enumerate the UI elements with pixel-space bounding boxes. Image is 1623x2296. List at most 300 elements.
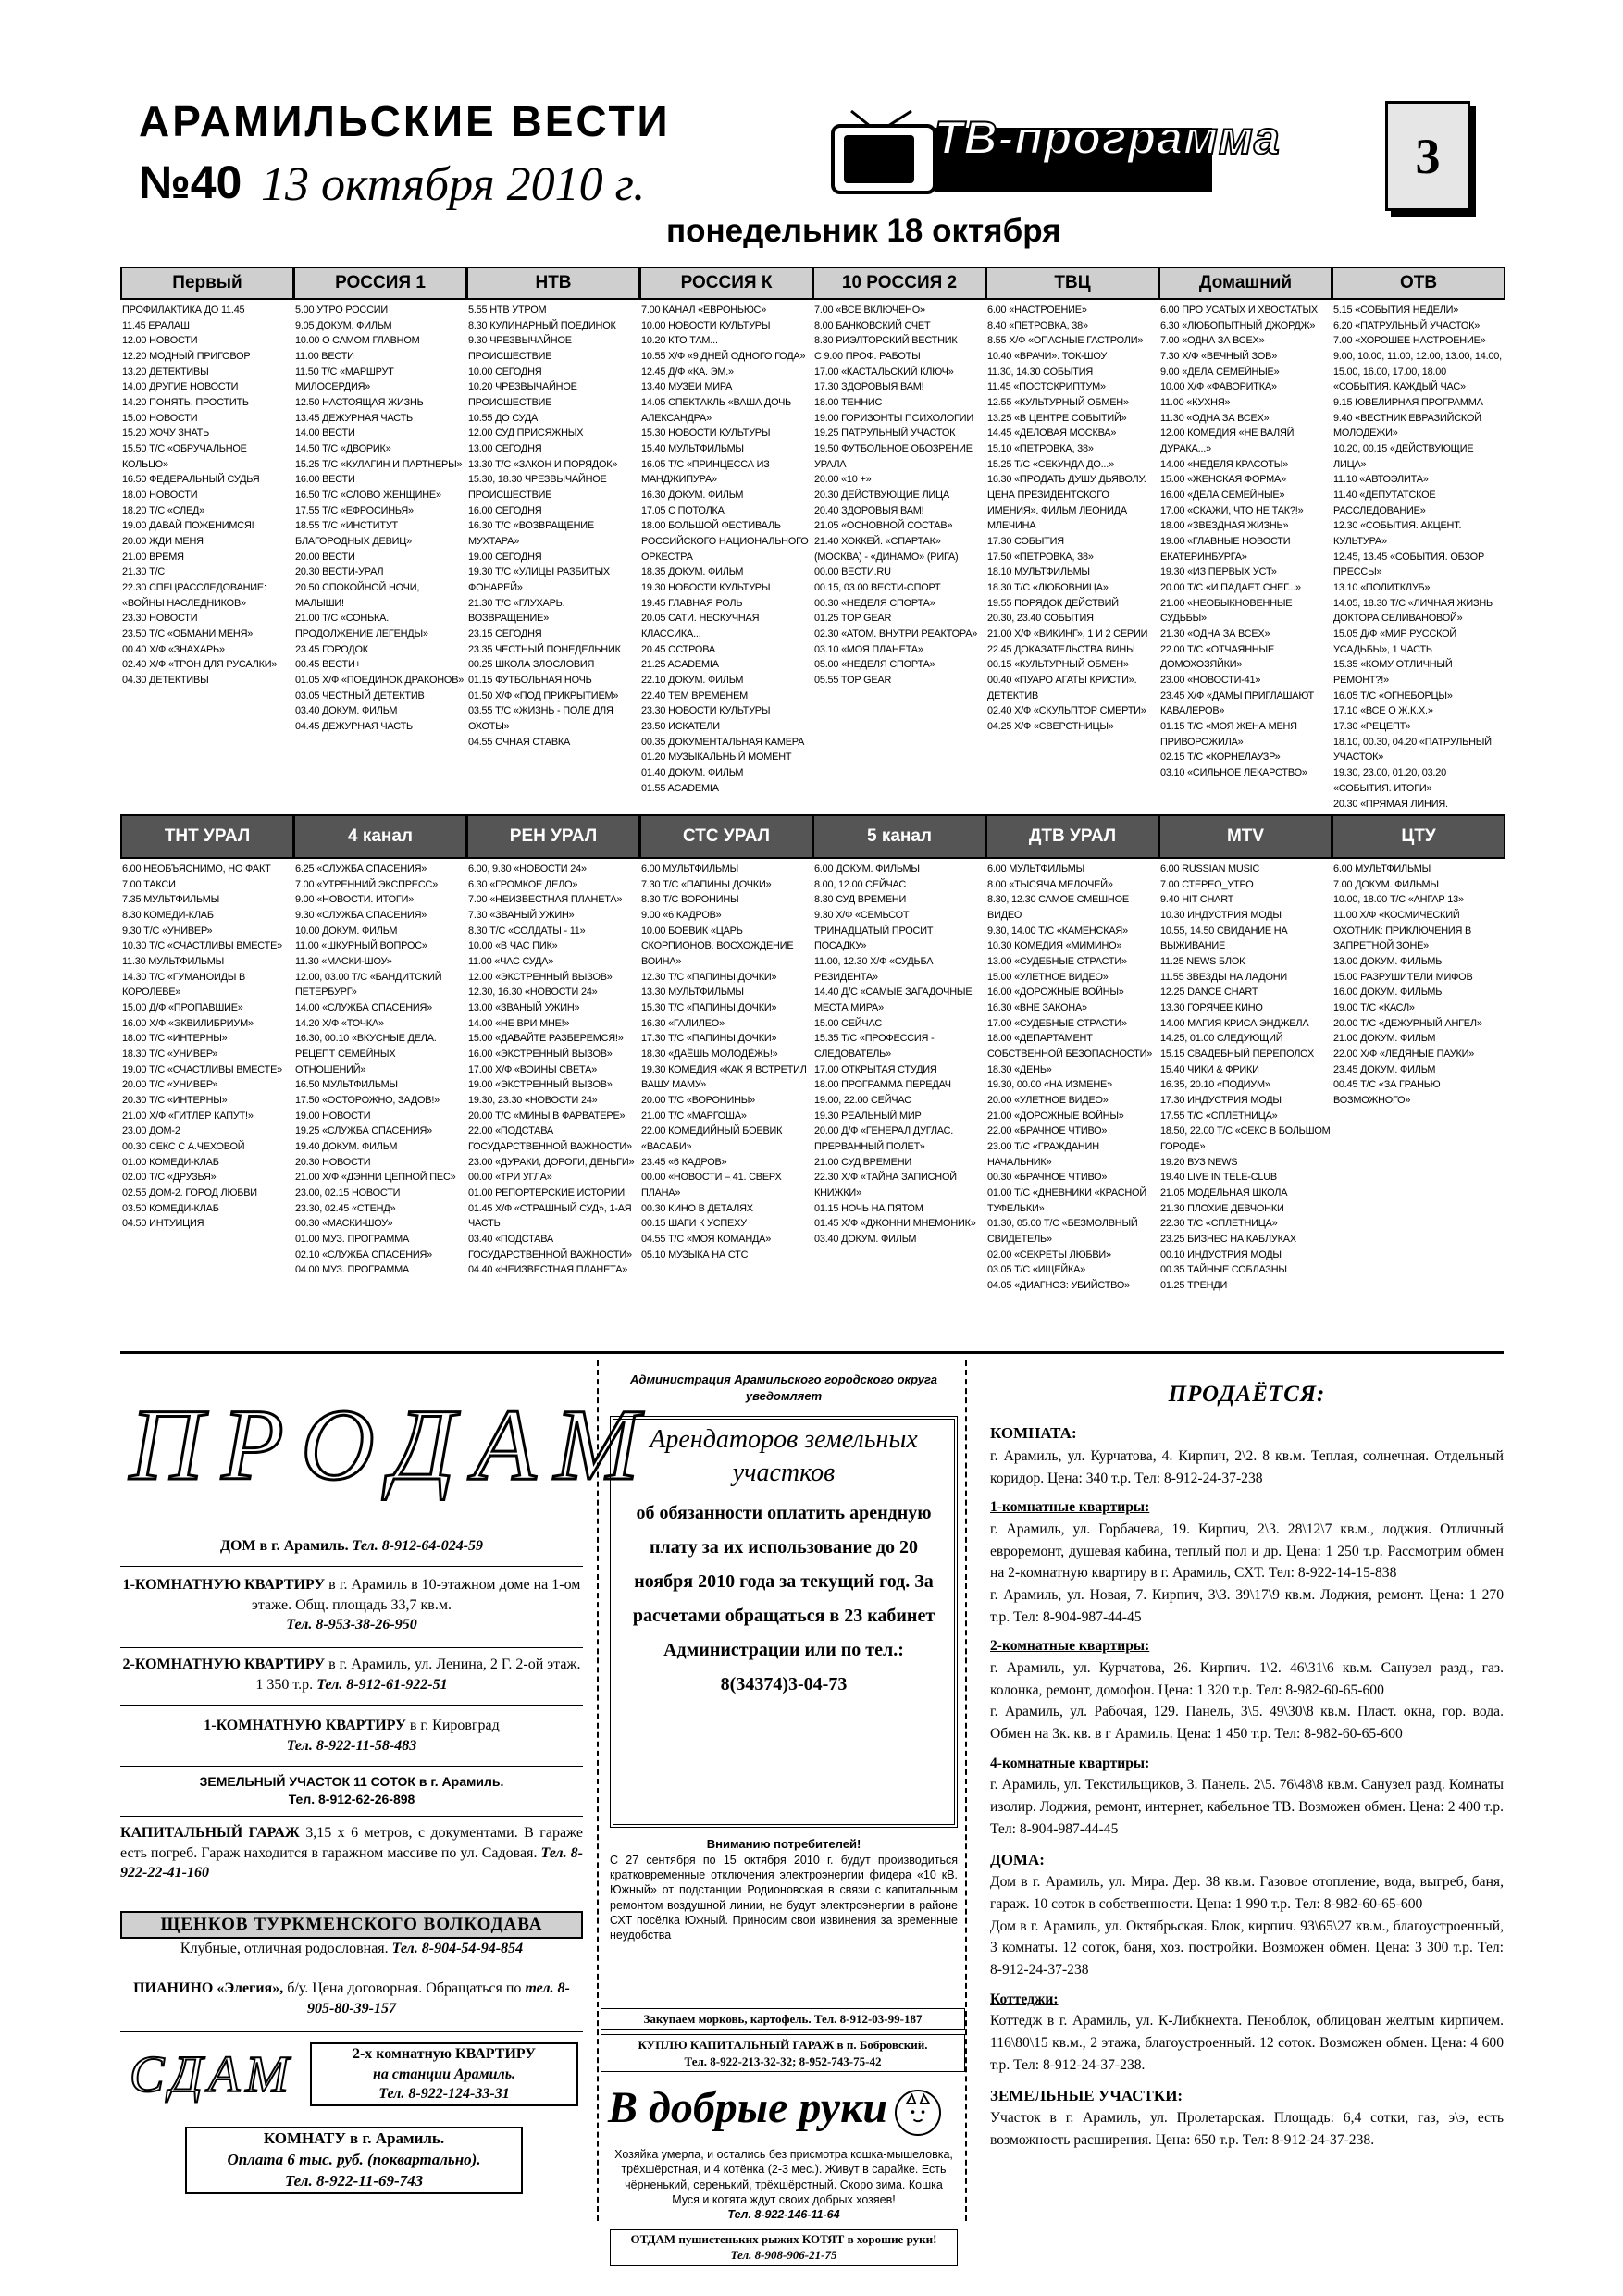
- schedule-item: 14.40 Д/С «САМЫЕ ЗАГАДОЧНЫЕ МЕСТА МИРА»: [814, 987, 973, 1014]
- schedule-item: 20.30 ВЕСТИ-УРАЛ: [295, 566, 384, 578]
- schedule-item: 9.30 Х/Ф «СЕМЬСОТ ТРИНАДЦАТЫЙ ПРОСИТ ПОСАДКУ»: [814, 910, 934, 952]
- channel-logo: MTV: [1158, 814, 1332, 859]
- schedule-item: 03.50 КОМЕДИ-КЛАБ: [122, 1202, 219, 1214]
- schedule-item: 23.00 ДОМ-2: [122, 1125, 180, 1137]
- ad-flat-2: [120, 1655, 583, 1694]
- schedule-item: 15.50 Т/С «ОБРУЧАЛЬНОЕ КОЛЬЦО»: [122, 443, 247, 470]
- schedule-item: 01.25 ТРЕНДИ: [1160, 1280, 1228, 1292]
- schedule-item: 11.00 «КУХНЯ»: [1160, 397, 1231, 409]
- schedule-item: 9.15 ЮВЕЛИРНАЯ ПРОГРАММА: [1333, 397, 1483, 409]
- channel-schedule: [466, 859, 640, 1278]
- day-title: понедельник 18 октября: [666, 213, 1061, 249]
- schedule-item: 18.00 БОЛЬШОЙ ФЕСТИВАЛЬ РОССИЙСКОГО НАЦИОНАЛЬНОГО ОРКЕСТРА: [641, 520, 809, 563]
- schedule-item: 01.15 ФУТБОЛЬНАЯ НОЧЬ: [468, 675, 592, 687]
- one-room-listing-1: г. Арамиль, ул. Горбачева, 19. Кирпич, 2\3. 28\12\7 кв.м., лоджия. Отличный евроремонт, душевая кабина, теплый пол и др. Цена: 1 250 т.р. Рассмотрим обмен на 2-комнатную квартиру в г. Арамиль, СХТ. Тел: 8-922-14-15-838: [990, 1520, 1504, 1582]
- channel-schedule: [120, 859, 294, 1232]
- ad-rent-room-text: Оплата 6 тыс. руб. (поквартально).: [227, 2150, 481, 2168]
- schedule-item: 03.10 «МОЯ ПЛАНЕТА»: [814, 643, 923, 655]
- schedule-item: 17.00 Х/Ф «ВОИНЫ СВЕТА»: [468, 1063, 598, 1075]
- ad-house-phone: Тел. 8-912-64-024-59: [352, 1538, 484, 1554]
- schedule-item: 20.00 ВЕСТИ: [295, 551, 355, 563]
- schedule-item: 7.00 СТЕРЕО_УТРО: [1160, 878, 1254, 890]
- schedule-item: 04.55 Т/С «МОЯ КОМАНДА»: [641, 1234, 772, 1246]
- schedule-item: 10.30 КОМЕДИЯ «МИМИНО»: [987, 940, 1122, 952]
- notice-column: [597, 1360, 967, 2263]
- schedule-item: 01.50 Х/Ф «ПОД ПРИКРЫТИЕМ»: [468, 689, 619, 701]
- schedule-item: 14.00 «НЕДЕЛЯ КРАСОТЫ»: [1160, 458, 1289, 470]
- channel-column: [812, 267, 986, 809]
- schedule-item: 7.00 ТАКСИ: [122, 878, 176, 890]
- channel-logo: Домашний: [1158, 267, 1332, 300]
- schedule-item: 00.10 ИНДУСТРИЯ МОДЫ: [1160, 1248, 1282, 1260]
- ad-kittens-text: ОТДАМ пушистеньких рыжих КОТЯТ в хорошие руки!: [630, 2232, 937, 2247]
- schedule-item: 13.25 «В ЦЕНТРЕ СОБЫТИЙ»: [987, 412, 1127, 424]
- schedule-item: 5.55 НТВ УТРОМ: [468, 304, 547, 316]
- channel-schedule: [120, 300, 294, 689]
- schedule-item: 6.00 ПРО УСАТЫХ И ХВОСТАТЫХ: [1160, 304, 1318, 316]
- channel-schedule: [293, 300, 467, 735]
- schedule-item: 16.30 «ПРОДАТЬ ДУШУ ДЬЯВОЛУ. ЦЕНА ПРЕЗИДЕНТСКОГО ИМЕНИЯ». ФИЛЬМ ЛЕОНИДА МЛЕЧИНА: [987, 474, 1146, 532]
- schedule-item: 01.00 МУЗ. ПРОГРАММА: [295, 1234, 410, 1246]
- schedule-item: 8.30 КОМЕДИ-КЛАБ: [122, 910, 214, 922]
- schedule-item: 9.30 ЧРЕЗВЫЧАЙНОЕ ПРОИСШЕСТВИЕ: [468, 335, 572, 363]
- schedule-item: 10.20 КТО ТАМ...: [641, 335, 718, 347]
- schedule-item: 20.00 Т/С «И ПАДАЕТ СНЕГ...»: [1160, 582, 1301, 594]
- ad-rent-room-phone: Тел. 8-922-11-69-743: [284, 2171, 424, 2190]
- schedule-item: 19.20 ВУЗ NEWS: [1160, 1156, 1238, 1168]
- schedule-item: 21.00 Х/Ф «ГИТЛЕР КАПУТ!»: [122, 1110, 254, 1122]
- rooms-listing: г. Арамиль, ул. Курчатова, 4. Кирпич, 2\2. 8 кв.м. Теплая, солнечная. Отдельный коридор. Цена: 340 т.р. Тел: 8-912-24-37-238: [990, 1447, 1504, 1486]
- schedule-item: 9.30, 14.00 Т/С «КАМЕНСКАЯ»: [987, 925, 1128, 937]
- schedule-item: 22.00 КОМЕДИЙНЫЙ БОЕВИК «ВАСАБИ»: [641, 1125, 783, 1153]
- house-listing-1: Дом в г. Арамиль, ул. Мира. Дер. 38 кв.м. Газовое отопление, вода, выгреб, баня, гараж. 10 соток в собственности. Цена: 1 990 т.р. Тел: 8-982-60-65-600: [990, 1874, 1504, 1913]
- schedule-item: 10.55 ДО СУДА: [468, 412, 539, 424]
- sdam-heading: СДАМ: [130, 2046, 294, 2104]
- schedule-item: 16.05 Т/С «ОГНЕБОРЦЫ»: [1333, 689, 1453, 701]
- schedule-item: 9.30 Т/С «УНИВЕР»: [122, 925, 213, 937]
- schedule-item: 12.00 «ЭКСТРЕННЫЙ ВЫЗОВ»: [468, 971, 613, 983]
- schedule-item: 6.30 «ГРОМКОЕ ДЕЛО»: [468, 878, 578, 890]
- schedule-item: 18.00 «ДЕПАРТАМЕНТ СОБСТВЕННОЙ БЕЗОПАСНОСТИ»: [987, 1033, 1153, 1061]
- schedule-item: 05.55 TOP GEAR: [814, 675, 892, 687]
- schedule-item: 02.40 Х/Ф «ТРОН ДЛЯ РУСАЛКИ»: [122, 659, 278, 671]
- schedule-item: 17.30 Т/С «ПАПИНЫ ДОЧКИ»: [641, 1033, 777, 1045]
- schedule-item: 20.00 ЖДИ МЕНЯ: [122, 536, 204, 548]
- schedule-item: 18.10 МУЛЬТФИЛЬМЫ: [987, 566, 1090, 578]
- ad-piano: [120, 1979, 583, 2018]
- schedule-item: 01.30, 05.00 Т/С «БЕЗМОЛВНЫЙ СВИДЕТЕЛЬ»: [987, 1218, 1138, 1246]
- ad-flat-2-title: 2-КОМНАТНУЮ КВАРТИРУ: [122, 1657, 326, 1672]
- schedule-item: 8.30 РИЭЛТОРСКИЙ ВЕСТНИК: [814, 335, 958, 347]
- schedule-item: 04.40 «НЕИЗВЕСТНАЯ ПЛАНЕТА»: [468, 1264, 628, 1276]
- schedule-item: 11.00 «ШКУРНЫЙ ВОПРОС»: [295, 940, 427, 952]
- schedule-item: 17.00 ОТКРЫТАЯ СТУДИЯ: [814, 1063, 937, 1075]
- schedule-item: 16.00 Х/Ф «ЭКВИЛИБРИУМ»: [122, 1017, 254, 1029]
- schedule-item: 19.00 Т/С «КАСЛ»: [1333, 1002, 1415, 1014]
- divider: [120, 1566, 583, 1567]
- schedule-item: 04.25 Х/Ф «СВЕРСТНИЦЫ»: [987, 721, 1114, 733]
- schedule-item: 12.50 НАСТОЯЩАЯ ЖИЗНЬ: [295, 397, 424, 409]
- schedule-item: 23.25 БИЗНЕС НА КАБЛУКАХ: [1160, 1234, 1296, 1246]
- schedule-item: 10.00 НОВОСТИ КУЛЬТУРЫ: [641, 319, 771, 331]
- schedule-item: 03.05 Т/С «ИЩЕЙКА»: [987, 1264, 1086, 1276]
- schedule-item: 03.10 «СИЛЬНОЕ ЛЕКАРСТВО»: [1160, 767, 1307, 779]
- schedule-item: 20.30 НОВОСТИ: [295, 1156, 371, 1168]
- ad-carrots: Закупаем морковь, картофель. Тел. 8-912-03-99-187: [601, 2008, 965, 2030]
- schedule-item: 10.20, 00.15 «ДЕЙСТВУЮЩИЕ ЛИЦА»: [1333, 443, 1474, 470]
- ad-piano-title: ПИАНИНО «Элегия»,: [133, 1980, 284, 1996]
- schedule-item: 21.30 Т/С: [122, 566, 166, 578]
- schedule-item: 12.30 «СОБЫТИЯ. АКЦЕНТ. КУЛЬТУРА»: [1333, 520, 1462, 548]
- schedule-item: 9.00 «НОВОСТИ. ИТОГИ»: [295, 894, 415, 906]
- channel-logo: ТВЦ: [985, 267, 1159, 300]
- schedule-item: 6.00 «НАСТРОЕНИЕ»: [987, 304, 1087, 316]
- admin-notice-header: Администрация Арамильского городского округа уведомляет: [630, 1372, 937, 1403]
- schedule-item: 8.55 Х/Ф «ОПАСНЫЕ ГАСТРОЛИ»: [987, 335, 1144, 347]
- schedule-item: 8.30 КУЛИНАРНЫЙ ПОЕДИНОК: [468, 319, 616, 331]
- schedule-item: 22.30 Т/С «СПЛЕТНИЦА»: [1160, 1218, 1278, 1230]
- schedule-item: 14.25, 01.00 СЛЕДУЮЩИЙ: [1160, 1033, 1283, 1045]
- schedule-item: 20.50 СПОКОЙНОЙ НОЧИ, МАЛЫШИ!: [295, 582, 420, 609]
- prodam-heading: ПРОДАМ: [130, 1388, 658, 1501]
- classifieds-column: [120, 1360, 658, 2212]
- schedule-item: 01.45 Х/Ф «СТРАШНЫЙ СУД», 1-АЯ ЧАСТЬ: [468, 1202, 632, 1230]
- schedule-item: 02.00 Т/С «ДРУЗЬЯ»: [122, 1172, 217, 1184]
- ad-land: [120, 1773, 583, 1808]
- schedule-item: 01.15 НОЧЬ НА ПЯТОМ: [814, 1202, 923, 1214]
- schedule-item: 19.00 Т/С «СЧАСТЛИВЫ ВМЕСТЕ»: [122, 1063, 282, 1075]
- schedule-item: 13.30 Т/С «ЗАКОН И ПОРЯДОК»: [468, 458, 618, 470]
- schedule-item: 5.15 «СОБЫТИЯ НЕДЕЛИ»: [1333, 304, 1459, 316]
- schedule-item: 6.00 МУЛЬТФИЛЬМЫ: [1333, 863, 1431, 875]
- schedule-item: 00.30 «МАСКИ-ШОУ»: [295, 1218, 393, 1230]
- schedule-item: 23.45 ДОКУМ. ФИЛЬМ: [1333, 1063, 1436, 1075]
- schedule-item: 15.25 Т/С «СЕКУНДА ДО...»: [987, 458, 1114, 470]
- ad-garage-phone: Тел. 8-922-22-41-160: [120, 1844, 584, 1881]
- schedule-item: 19.00 ДАВАЙ ПОЖЕНИМСЯ!: [122, 520, 254, 532]
- schedule-item: 16.00 «ЭКСТРЕННЫЙ ВЫЗОВ»: [468, 1049, 613, 1061]
- houses-title: ДОМА:: [990, 1850, 1045, 1868]
- channel-logo: 4 канал: [293, 814, 467, 859]
- schedule-item: 7.30 Т/С «ПАПИНЫ ДОЧКИ»: [641, 878, 772, 890]
- schedule-item: 19.30 РЕАЛЬНЫЙ МИР: [814, 1110, 922, 1122]
- schedule-item: 12.25 DANCE CHART: [1160, 987, 1258, 999]
- schedule-item: 16.05 Т/С «ПРИНЦЕССА ИЗ МАНДЖИПУРА»: [641, 458, 770, 486]
- schedule-item: 00.35 ТАЙНЫЕ СОБЛАЗНЫ: [1160, 1264, 1287, 1276]
- schedule-item: 16.00 СЕГОДНЯ: [468, 504, 542, 516]
- schedule-item: 19.00 «ЭКСТРЕННЫЙ ВЫЗОВ»: [468, 1079, 613, 1091]
- schedule-item: 17.00 «СКАЖИ, ЧТО НЕ ТАК?!»: [1160, 504, 1304, 516]
- schedule-item: 04.55 ОЧНАЯ СТАВКА: [468, 736, 571, 748]
- channel-schedule: [466, 300, 640, 750]
- channel-column: [985, 814, 1159, 1345]
- channel-logo: 10 РОССИЯ 2: [812, 267, 986, 300]
- rooms-title: КОМНАТА:: [990, 1424, 1077, 1442]
- schedule-item: 14.00 «НЕ ВРИ МНЕ!»: [468, 1017, 570, 1029]
- schedule-item: 17.30 СОБЫТИЯ: [987, 536, 1064, 548]
- schedule-item: 12.00 КОМЕДИЯ «НЕ ВАЛЯЙ ДУРАКА...»: [1160, 428, 1295, 455]
- schedule-item: 20.30, 23.40 СОБЫТИЯ: [987, 613, 1094, 625]
- schedule-item: 8.30 Т/С «СОЛДАТЫ - 11»: [468, 925, 586, 937]
- house-listing-2: Дом в г. Арамиль, ул. Октябрьская. Блок, кирпич. 93\65\27 кв.м., благоустроенный, 3 комнаты. 12 соток, баня, хоз. постройки. Возможен обмен. Цена: 3 300 т.р. Тел: 8-912-24-37-238: [990, 1917, 1504, 1979]
- pets-ad-text: Хозяйка умерла, и остались без присмотра кошка-мышеловка, трёхшёрстная, и 4 котёнка (2-3 мес.). Живут в сарайке. Есть чёрненький, серенький, трёхшёрстный. Скоро зима. Кошка Муся и котята ждут своих добрых хозяев!: [614, 2148, 953, 2206]
- schedule-item: 18.55 Т/С «ИНСТИТУТ БЛАГОРОДНЫХ ДЕВИЦ»: [295, 520, 412, 548]
- schedule-item: 19.30 НОВОСТИ КУЛЬТУРЫ: [641, 582, 771, 594]
- schedule-item: 16.30 «ГАЛИЛЕО»: [641, 1017, 725, 1029]
- consumer-notice-text: С 27 сентября по 15 октября 2010 г. будут производиться кратковременные отключения электроэнергии фидера «10 кВ. Южный» от подстанции Родионовская в связи с капитальным ремонтом воздушной линии, не будут электроэнергии в районе СХТ посёлка Южный. Приносим свои извинения за временные неудобства: [610, 1853, 958, 1942]
- ad-rent-flat: [310, 2042, 578, 2106]
- channel-logo: ОТВ: [1332, 267, 1505, 300]
- schedule-item: 21.30 «ОДНА ЗА ВСЕХ»: [1160, 628, 1270, 640]
- land-rent-text: об обязанности оплатить арендную плату за их использование до 20 ноября 2010 года за текущий год. За расчетами обращаться в 23 кабинет Администрации или по тел.: 8(34374)3-04-73: [632, 1502, 935, 1694]
- schedule-item: 01.15 Т/С «МОЯ ЖЕНА МЕНЯ ПРИВОРОЖИЛА»: [1160, 721, 1297, 748]
- schedule-item: 02.55 ДОМ-2. ГОРОД ЛЮБВИ: [122, 1187, 257, 1199]
- schedule-item: 00.00 «НОВОСТИ – 41. СВЕРХ ПЛАНА»: [641, 1172, 782, 1199]
- ad-flat-3-text: в г. Кировград: [409, 1718, 500, 1733]
- schedule-item: 12.30, 16.30 «НОВОСТИ 24»: [468, 987, 598, 999]
- channel-schedule: [293, 859, 467, 1278]
- ad-flat-2-text: в г. Арамиль, ул. Ленина, 2 Г. 2-ой этаж. 1 350 т.р.: [255, 1657, 581, 1693]
- ad-house: [120, 1536, 583, 1557]
- ad-puppies: [120, 1911, 583, 1958]
- schedule-item: 23.50 ИСКАТЕЛИ: [641, 721, 720, 733]
- schedule-item: 14.00 «СЛУЖБА СПАСЕНИЯ»: [295, 1002, 433, 1014]
- schedule-item: 18.30 Т/С «УНИВЕР»: [122, 1049, 218, 1061]
- schedule-item: 12.45 Д/Ф «КА. ЭМ.»: [641, 366, 734, 378]
- schedule-item: 21.00 ДОКУМ. ФИЛЬМ: [1333, 1033, 1436, 1045]
- schedule-item: С 9.00 ПРОФ. РАБОТЫ: [814, 351, 921, 363]
- schedule-item: 14.50 Т/С «ДВОРИК»: [295, 443, 391, 455]
- schedule-item: 20.00 Т/С «МИНЫ В ФАРВАТЕРЕ»: [468, 1110, 626, 1122]
- schedule-item: 19.30, 23.30 «НОВОСТИ 24»: [468, 1095, 598, 1107]
- schedule-item: 18.00 ТЕННИС: [814, 397, 883, 409]
- schedule-item: 01.20 МУЗЫКАЛЬНЫЙ МОМЕНТ: [641, 751, 792, 763]
- schedule-item: 16.00 ВЕСТИ: [295, 474, 355, 486]
- schedule-item: 15.00 НОВОСТИ: [122, 412, 198, 424]
- schedule-item: 15.00 Д/Ф «ПРОПАВШИЕ»: [122, 1002, 243, 1014]
- schedule-item: 14.05 СПЕКТАКЛЬ «ВАША ДОЧЬ АЛЕКСАНДРА»: [641, 397, 792, 424]
- ad-buy-garage-title: КУПЛЮ КАПИТАЛЬНЫЙ ГАРАЖ в п. Бобровский.: [638, 2038, 928, 2052]
- schedule-item: 20.00 Т/С «ВОРОНИНЫ»: [641, 1095, 756, 1107]
- schedule-item: 17.00 «КАСТАЛЬСКИЙ КЛЮЧ»: [814, 366, 954, 378]
- schedule-item: 10.00 ДОКУМ. ФИЛЬМ: [295, 925, 398, 937]
- channel-logo: ТНТ УРАЛ: [120, 814, 294, 859]
- schedule-item: 01.40 ДОКУМ. ФИЛЬМ: [641, 767, 744, 779]
- schedule-item: 03.40 ДОКУМ. ФИЛЬМ: [814, 1234, 917, 1246]
- schedule-item: 14.05, 18.30 Т/С «ЛИЧНАЯ ЖИЗНЬ ДОКТОРА СЕЛИВАНОВОЙ»: [1333, 597, 1493, 625]
- schedule-item: 17.30 ИНДУСТРИЯ МОДЫ: [1160, 1095, 1282, 1107]
- channel-column: [1332, 814, 1505, 1345]
- schedule-item: 17.50 «ПЕТРОВКА, 38»: [987, 551, 1094, 563]
- one-room-listing-2: г. Арамиль, ул. Новая, 7. Кирпич, 3\3. 39\17\9 кв.м. Лоджия, ремонт. Цена: 1 270 т.р. Тел: 8-904-987-44-45: [990, 1586, 1504, 1625]
- schedule-item: 21.25 ACADEMIA: [641, 659, 719, 671]
- schedule-item: 04.45 ДЕЖУРНАЯ ЧАСТЬ: [295, 721, 414, 733]
- schedule-item: 14.30 Т/С «ГУМАНОИДЫ В КОРОЛЕВЕ»: [122, 971, 246, 999]
- schedule-item: 13.45 ДЕЖУРНАЯ ЧАСТЬ: [295, 412, 414, 424]
- pets-ad-phone: Тел. 8-922-146-11-64: [727, 2208, 840, 2221]
- schedule-item: 00.15, 03.00 ВЕСТИ-СПОРТ: [814, 582, 941, 594]
- schedule-item: 18.30 Т/С «ЛЮБОВНИЦА»: [987, 582, 1109, 594]
- ad-buy-garage: [601, 2034, 965, 2072]
- schedule-item: 13.00 ДОКУМ. ФИЛЬМЫ: [1333, 956, 1444, 968]
- land-rent-heading: Арендаторов земельных участков: [650, 1425, 918, 1488]
- schedule-item: 6.00 МУЛЬТФИЛЬМЫ: [641, 863, 739, 875]
- schedule-item: 12.20 МОДНЫЙ ПРИГОВОР: [122, 351, 251, 363]
- schedule-item: 7.00 «ХОРОШЕЕ НАСТРОЕНИЕ»: [1333, 335, 1486, 347]
- ad-rent-room-title: КОМНАТУ в г. Арамиль.: [263, 2129, 445, 2147]
- schedule-item: 14.00 МАГИЯ КРИСА ЭНДЖЕЛА: [1160, 1017, 1309, 1029]
- schedule-item: 11.40 «ДЕПУТАТСКОЕ РАССЛЕДОВАНИЕ»: [1333, 490, 1436, 516]
- schedule-item: 20.30 ДЕЙСТВУЮЩИЕ ЛИЦА: [814, 490, 949, 502]
- schedule-item: 18.10, 00.30, 04.20 «ПАТРУЛЬНЫЙ УЧАСТОК»: [1333, 736, 1492, 763]
- divider: [120, 2031, 583, 2032]
- schedule-item: 20.40 ЗДОРОВЫЯ ВАМ!: [814, 504, 924, 516]
- channel-column: [985, 267, 1159, 809]
- schedule-item: 18.00 ПРОГРАММА ПЕРЕДАЧ: [814, 1079, 951, 1091]
- schedule-item: 00.35 ДОКУМЕНТАЛЬНАЯ КАМЕРА: [641, 736, 805, 748]
- schedule-item: 03.05 ЧЕСТНЫЙ ДЕТЕКТИВ: [295, 689, 425, 701]
- schedule-item: 00.15 «КУЛЬТУРНЫЙ ОБМЕН»: [987, 659, 1129, 671]
- channel-logo: СТС УРАЛ: [639, 814, 813, 859]
- ad-piano-phone: тел. 8-905-80-39-157: [307, 1980, 570, 2017]
- schedule-item: 9.30 «СЛУЖБА СПАСЕНИЯ»: [295, 910, 427, 922]
- schedule-item: 11.00 «ЧАС СУДА»: [468, 956, 554, 968]
- channel-schedule: [985, 859, 1159, 1294]
- schedule-item: 16.30 ДОКУМ. ФИЛЬМ: [641, 490, 744, 502]
- channel-column: [120, 267, 294, 809]
- schedule-item: 12.00 НОВОСТИ: [122, 335, 198, 347]
- schedule-item: 15.00 «УЛЕТНОЕ ВИДЕО»: [987, 971, 1109, 983]
- consumer-notice-title: Вниманию потребителей!: [706, 1837, 861, 1851]
- schedule-item: 6.00 МУЛЬТФИЛЬМЫ: [987, 863, 1085, 875]
- schedule-item: 9.05 ДОКУМ. ФИЛЬМ: [295, 319, 392, 331]
- good-hands-heading: В добрые руки: [608, 2083, 888, 2132]
- schedule-item: 8.00, 12.00 СЕЙЧАС: [814, 878, 907, 890]
- schedule-item: 02.10 «СЛУЖБА СПАСЕНИЯ»: [295, 1248, 433, 1260]
- schedule-item: 18.00 «ЗВЕЗДНАЯ ЖИЗНЬ»: [1160, 520, 1289, 532]
- schedule-item: 15.25 Т/С «КУЛАГИН И ПАРТНЕРЫ»: [295, 458, 463, 470]
- channel-column: [466, 267, 640, 809]
- channel-column: [120, 814, 294, 1345]
- schedule-item: 11.30 «ОДНА ЗА ВСЕХ»: [1160, 412, 1270, 424]
- schedule-item: 11.25 NEWS БЛОК: [1160, 956, 1245, 968]
- schedule-item: 18.50, 22.00 Т/С «СЕКС В БОЛЬШОМ ГОРОДЕ»: [1160, 1125, 1331, 1153]
- schedule-item: 19.25 «СЛУЖБА СПАСЕНИЯ»: [295, 1125, 433, 1137]
- ad-kittens-box: [610, 2229, 958, 2266]
- ad-puppies-title: ЩЕНКОВ ТУРКМЕНСКОГО ВОЛКОДАВА: [120, 1911, 583, 1939]
- schedule-item: 20.00 Т/С «ДЕЖУРНЫЙ АНГЕЛ»: [1333, 1017, 1482, 1029]
- schedule-item: 16.35, 20.10 «ПОДИУМ»: [1160, 1079, 1270, 1091]
- schedule-item: 7.00 КАНАЛ «ЕВРОНЬЮС»: [641, 304, 767, 316]
- schedule-item: 23.30 НОВОСТИ КУЛЬТУРЫ: [641, 705, 771, 717]
- schedule-item: 05.00 «НЕДЕЛЯ СПОРТА»: [814, 659, 935, 671]
- kitten-icon: [895, 2090, 941, 2136]
- schedule-item: 03.40 ДОКУМ. ФИЛЬМ: [295, 705, 398, 717]
- divider: [120, 1647, 583, 1648]
- schedule-item: 10.55 Х/Ф «9 ДНЕЙ ОДНОГО ГОДА»: [641, 351, 806, 363]
- two-room-title: 2-комнатные квартиры:: [990, 1638, 1150, 1655]
- schedule-item: 22.10 ДОКУМ. ФИЛЬМ: [641, 675, 744, 687]
- schedule-item: 02.15 Т/С «КОРНЕЛАУЗР»: [1160, 751, 1281, 763]
- schedule-item: 01.00 Т/С «ДНЕВНИКИ «КРАСНОЙ ТУФЕЛЬКИ»: [987, 1187, 1146, 1214]
- schedule-item: 11.30, 14.30 СОБЫТИЯ: [987, 366, 1094, 378]
- pets-ad: [610, 2147, 958, 2266]
- channel-logo: РОССИЯ К: [639, 267, 813, 300]
- schedule-item: 19.40 LIVE IN TELE-CLUB: [1160, 1172, 1277, 1184]
- schedule-item: 19.30 КОМЕДИЯ «КАК Я ВСТРЕТИЛ ВАШУ МАМУ»: [641, 1063, 807, 1091]
- ad-land-title: ЗЕМЕЛЬНЫЙ УЧАСТОК 11 СОТОК в г. Арамиль.: [199, 1774, 504, 1789]
- ad-kittens-phone: Тел. 8-908-906-21-75: [730, 2248, 837, 2263]
- schedule-item: 15.00 РАЗРУШИТЕЛИ МИФОВ: [1333, 971, 1473, 983]
- cottage-listing-1: Коттедж в г. Арамиль, ул. К-Либкнехта. Пеноблок, облицован желтым кирпичем. 116\80\15 кв.м., 2 этажа, благоустроенный. 12 соток. Возможен обмен. Цена: 4 600 т.р. Тел: 8-912-24-37-238.: [990, 2013, 1504, 2073]
- schedule-item: 12.00, 03.00 Т/С «БАНДИТСКИЙ ПЕТЕРБУРГ»: [295, 971, 442, 999]
- schedule-item: 18.35 ДОКУМ. ФИЛЬМ: [641, 566, 744, 578]
- schedule-item: 19.00 ГОРИЗОНТЫ ПСИХОЛОГИИ: [814, 412, 973, 424]
- land-listing-1: Участок в г. Арамиль, ул. Пролетарская. Площадь: 6,4 сотки, газ, э\э, есть возможность расширения. Цена: 650 т.р. Тел: 8-912-24-37-238.: [990, 2110, 1504, 2149]
- channel-column: [1158, 814, 1332, 1345]
- channel-schedule: [1158, 859, 1332, 1294]
- ad-puppies-text: Клубные, отличная родословная.: [180, 1940, 389, 1956]
- land-rent-notice: [610, 1416, 958, 1828]
- ad-flat-3-phone: Тел. 8-922-11-58-483: [286, 1737, 417, 1754]
- schedule-item: 02.30 «АТОМ. ВНУТРИ РЕАКТОРА»: [814, 628, 978, 640]
- schedule-item: 14.20 Х/Ф «ТОЧКА»: [295, 1017, 384, 1029]
- schedule-item: 00.00 ВЕСТИ.RU: [814, 566, 891, 578]
- channel-column: [639, 814, 813, 1345]
- tv-grid-top: [120, 267, 1504, 809]
- schedule-item: 01.05 Х/Ф «ПОЕДИНОК ДРАКОНОВ»: [295, 675, 465, 687]
- schedule-item: 19.40 ДОКУМ. ФИЛЬМ: [295, 1141, 398, 1153]
- schedule-item: 17.55 Т/С «СПЛЕТНИЦА»: [1160, 1110, 1278, 1122]
- schedule-item: 11.10 «АВТОЭЛИТА»: [1333, 474, 1429, 486]
- schedule-item: 16.00 «ДЕЛА СЕМЕЙНЫЕ»: [1160, 490, 1285, 502]
- schedule-item: 22.30 Х/Ф «ТАЙНА ЗАПИСНОЙ КНИЖКИ»: [814, 1172, 957, 1199]
- schedule-item: 00.00 «ТРИ УГЛА»: [468, 1172, 552, 1184]
- channel-logo: ЦТУ: [1332, 814, 1505, 859]
- schedule-item: 21.00 СУД ВРЕМЕНИ: [814, 1156, 912, 1168]
- schedule-item: 12.00 СУД ПРИСЯЖНЫХ: [468, 428, 584, 440]
- land-title: ЗЕМЕЛЬНЫЕ УЧАСТКИ:: [990, 2086, 1183, 2104]
- schedule-item: 21.00 Х/Ф «ДЭННИ ЦЕПНОЙ ПЕС»: [295, 1172, 456, 1184]
- schedule-item: 20.00 Т/С «УНИВЕР»: [122, 1079, 218, 1091]
- channel-column: [639, 267, 813, 809]
- schedule-item: 7.00 «НЕИЗВЕСТНАЯ ПЛАНЕТА»: [468, 894, 623, 906]
- schedule-item: 22.40 ТЕМ ВРЕМЕНЕМ: [641, 689, 749, 701]
- schedule-item: 11.55 ЗВЕЗДЫ НА ЛАДОНИ: [1160, 971, 1288, 983]
- channel-schedule: [1158, 300, 1332, 781]
- schedule-item: 7.00 «УТРЕННИЙ ЭКСПРЕСС»: [295, 878, 439, 890]
- schedule-item: 23.00, 02.15 НОВОСТИ: [295, 1187, 401, 1199]
- ad-flat-3-title: 1-КОМНАТНУЮ КВАРТИРУ: [204, 1718, 406, 1733]
- schedule-item: 00.30 КИНО В ДЕТАЛЯХ: [641, 1202, 753, 1214]
- tv-grid-bottom: [120, 814, 1504, 1345]
- divider: [120, 1705, 583, 1706]
- schedule-item: 22.45 ДОКАЗАТЕЛЬСТВА ВИНЫ: [987, 643, 1135, 655]
- schedule-item: 23.45 ГОРОДОК: [295, 643, 368, 655]
- schedule-item: 19.00 СЕГОДНЯ: [468, 551, 542, 563]
- schedule-item: 12.30 Т/С «ПАПИНЫ ДОЧКИ»: [641, 971, 777, 983]
- schedule-item: 15.40 МУЛЬТФИЛЬМЫ: [641, 443, 744, 455]
- schedule-item: 20.00 «УЛЕТНОЕ ВИДЕО»: [987, 1095, 1109, 1107]
- schedule-item: 01.00 КОМЕДИ-КЛАБ: [122, 1156, 219, 1168]
- schedule-item: 23.00 «НОВОСТИ-41»: [1160, 675, 1261, 687]
- schedule-item: 15.00 «ЖЕНСКАЯ ФОРМА»: [1160, 474, 1286, 486]
- channel-logo: Первый: [120, 267, 294, 300]
- schedule-item: 16.30, 00.10 «ВКУСНЫЕ ДЕЛА. РЕЦЕПТ СЕМЕЙНЫХ ОТНОШЕНИЙ»: [295, 1033, 437, 1075]
- schedule-item: 14.20 ПОНЯТЬ. ПРОСТИТЬ: [122, 397, 249, 409]
- schedule-item: 7.30 «ЗВАНЫЙ УЖИН»: [468, 910, 575, 922]
- schedule-item: 13.00 СЕГОДНЯ: [468, 443, 542, 455]
